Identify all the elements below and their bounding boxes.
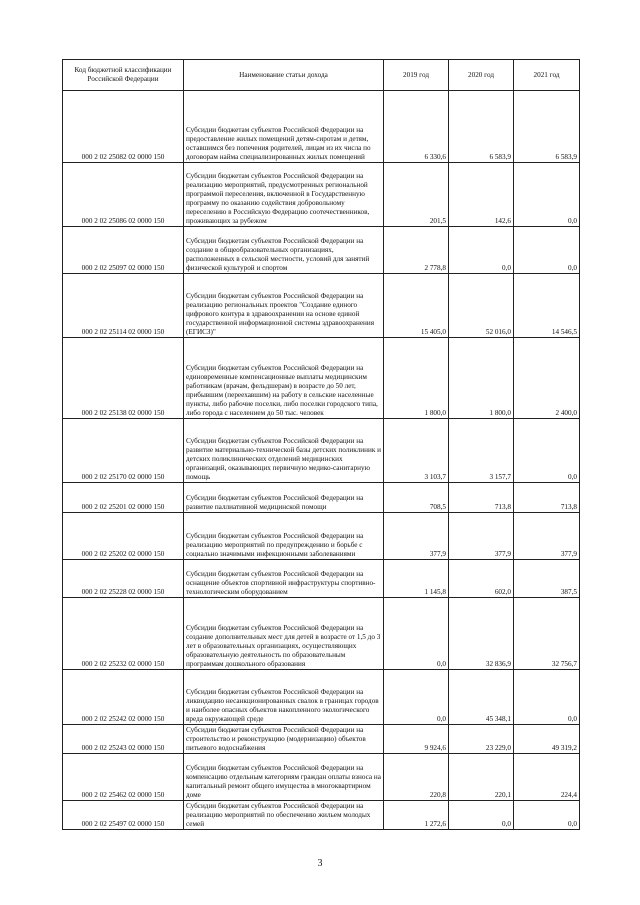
row-code: 000 2 02 25138 02 0000 150 [63,338,184,419]
row-value-2021: 377,9 [514,513,580,560]
row-value-2021: 0,0 [514,670,580,725]
row-value-2020: 6 583,9 [449,91,514,163]
row-code: 000 2 02 25082 02 0000 150 [63,91,184,163]
row-value-2021: 0,0 [514,801,580,830]
table-body [63,91,580,830]
row-value-2019: 0,0 [384,598,449,670]
row-value-2020: 1 800,0 [449,338,514,419]
table-row [63,483,580,513]
row-value-2020: 52 016,0 [449,274,514,338]
table-row [63,513,580,560]
row-value-2021: 0,0 [514,419,580,483]
row-value-2019: 201,5 [384,163,449,227]
row-name: Субсидии бюджетам субъектов Российской Федерации на реализацию мероприятий, предусмотренных региональной программой переселения, включенной в Государственную программу по оказанию содействия добровольному переселению в Российскую Федерацию соотечественников, проживающих за рубежом [184,163,384,227]
row-code: 000 2 02 25170 02 0000 150 [63,419,184,483]
row-value-2020: 142,6 [449,163,514,227]
header-row [63,60,580,91]
row-value-2019: 377,9 [384,513,449,560]
row-name: Субсидии бюджетам субъектов Российской Федерации на компенсацию отдельным категориям граждан оплаты взноса на капитальный ремонт общего имущества в многоквартирном доме [184,754,384,801]
row-value-2019: 6 330,6 [384,91,449,163]
row-name: Субсидии бюджетам субъектов Российской Федерации на развитие материально-технической базы детских поликлиник и детских поликлинических отделений медицинских организаций, оказывающих первичную медико-санитарную помощь [184,419,384,483]
table-row [63,670,580,725]
row-value-2021: 0,0 [514,227,580,274]
row-value-2019: 1 145,8 [384,560,449,598]
row-name: Субсидии бюджетам субъектов Российской Федерации на оснащение объектов спортивной инфраструктуры спортивно-технологическим оборудованием [184,560,384,598]
row-name: Субсидии бюджетам субъектов Российской Федерации на развитие паллиативной медицинской помощи [184,483,384,513]
row-code: 000 2 02 25201 02 0000 150 [63,483,184,513]
header-2020: 2020 год [449,60,514,91]
row-name: Субсидии бюджетам субъектов Российской Федерации на реализацию мероприятий по обеспечению жильем молодых семей [184,801,384,830]
row-value-2021: 32 756,7 [514,598,580,670]
header-code: Код бюджетной классификации Российской Федерации [63,60,184,91]
row-name: Субсидии бюджетам субъектов Российской Федерации на единовременные компенсационные выплаты медицинским работникам (врачам, фельдшерам) в возрасте до 50 лет, прибывшим (переехавшим) на работу в сельские населенные пункты, либо рабочие поселки, либо поселки городского типа, либо города с населением до 50 тыс. человек [184,338,384,419]
row-name: Субсидии бюджетам субъектов Российской Федерации на предоставление жилых помещений детям-сиротам и детям, оставшимся без попечения родителей, лицам из их числа по договорам найма специализированных жилых помещений [184,91,384,163]
row-value-2019: 15 405,0 [384,274,449,338]
row-value-2021: 0,0 [514,163,580,227]
row-name: Субсидии бюджетам субъектов Российской Федерации на строительство и реконструкцию (модернизацию) объектов питьевого водоснабжения [184,725,384,754]
row-name: Субсидии бюджетам субъектов Российской Федерации на реализацию мероприятий по предупреждению и борьбе с социально значимыми инфекционными заболеваниями [184,513,384,560]
row-value-2020: 3 157,7 [449,419,514,483]
row-value-2020: 220,1 [449,754,514,801]
row-code: 000 2 02 25497 02 0000 150 [63,801,184,830]
row-value-2020: 0,0 [449,801,514,830]
table-row [63,560,580,598]
header-name: Наименование статьи дохода [184,60,384,91]
revenue-table [62,59,580,830]
row-name: Субсидии бюджетам субъектов Российской Федерации на реализацию региональных проектов "Создание единого цифрового контура в здравоохранении на основе единой государственной информационной системы здравоохранения (ЕГИСЗ)" [184,274,384,338]
table-row [63,227,580,274]
table-row [63,91,580,163]
row-code: 000 2 02 25097 02 0000 150 [63,227,184,274]
row-value-2020: 32 836,9 [449,598,514,670]
row-code: 000 2 02 25228 02 0000 150 [63,560,184,598]
row-name: Субсидии бюджетам субъектов Российской Федерации на создание дополнительных мест для детей в возрасте от 1,5 до 3 лет в образовательных организациях, осуществляющих образовательную деятельность по образовательным программам дошкольного образования [184,598,384,670]
table-row [63,598,580,670]
row-value-2019: 708,5 [384,483,449,513]
row-value-2020: 0,0 [449,227,514,274]
row-value-2019: 1 800,0 [384,338,449,419]
row-value-2021: 387,5 [514,560,580,598]
row-name: Субсидии бюджетам субъектов Российской Федерации на создание в общеобразовательных организациях, расположенных в сельской местности, условий для занятий физической культурой и спортом [184,227,384,274]
header-2019: 2019 год [384,60,449,91]
row-value-2021: 6 583,9 [514,91,580,163]
row-value-2020: 45 348,1 [449,670,514,725]
row-value-2019: 220,8 [384,754,449,801]
row-code: 000 2 02 25243 02 0000 150 [63,725,184,754]
table-header [63,60,580,91]
table-row [63,163,580,227]
row-value-2020: 713,8 [449,483,514,513]
row-code: 000 2 02 25232 02 0000 150 [63,598,184,670]
row-value-2020: 23 229,0 [449,725,514,754]
table-row [63,274,580,338]
row-value-2019: 0,0 [384,670,449,725]
row-code: 000 2 02 25462 02 0000 150 [63,754,184,801]
table-row [63,801,580,830]
row-value-2021: 14 546,5 [514,274,580,338]
row-value-2021: 713,8 [514,483,580,513]
row-name: Субсидии бюджетам субъектов Российской Федерации на ликвидацию несанкционированных свалок в границах городов и наиболее опасных объектов накопленного экологического вреда окружающей среде [184,670,384,725]
table-row [63,725,580,754]
row-value-2019: 1 272,6 [384,801,449,830]
row-value-2020: 602,0 [449,560,514,598]
row-value-2021: 49 319,2 [514,725,580,754]
row-value-2021: 2 400,0 [514,338,580,419]
row-value-2019: 2 778,8 [384,227,449,274]
table-row [63,338,580,419]
row-value-2019: 3 103,7 [384,419,449,483]
row-code: 000 2 02 25242 02 0000 150 [63,670,184,725]
row-value-2020: 377,9 [449,513,514,560]
row-code: 000 2 02 25202 02 0000 150 [63,513,184,560]
row-value-2019: 9 924,6 [384,725,449,754]
row-code: 000 2 02 25114 02 0000 150 [63,274,184,338]
table-row [63,419,580,483]
row-code: 000 2 02 25086 02 0000 150 [63,163,184,227]
page-number: 3 [317,858,323,869]
row-value-2021: 224,4 [514,754,580,801]
header-2021: 2021 год [514,60,580,91]
table-row [63,754,580,801]
